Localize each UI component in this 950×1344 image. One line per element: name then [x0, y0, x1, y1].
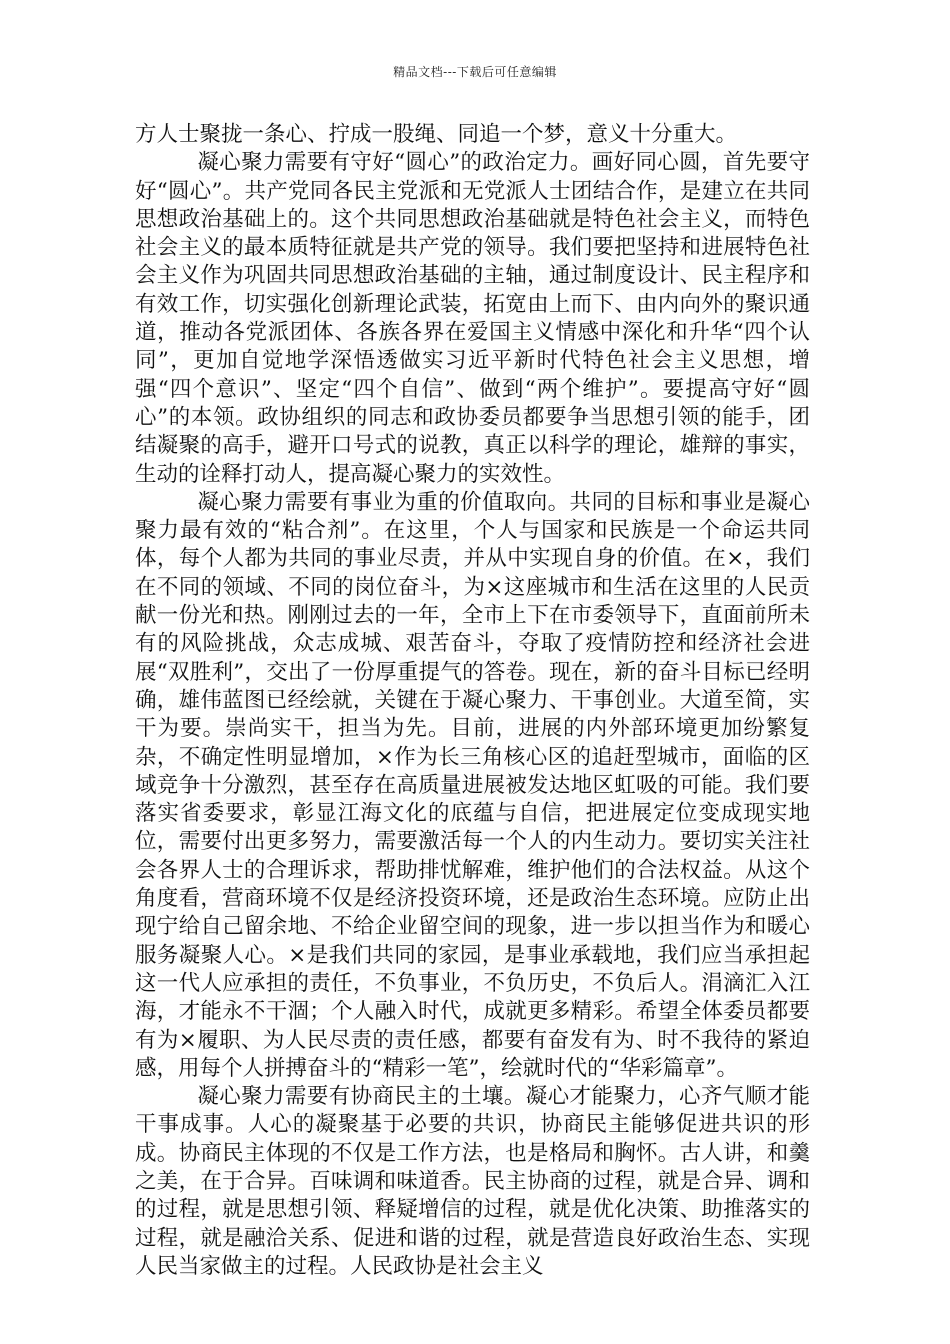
paragraph-political-core: 凝心聚力需要有守好“圆心”的政治定力。画好同心圆，首先要守好“圆心”。共产党同各民主党派和无党派人士团结合作，是建立在共同思想政治基础上的。这个共同思想政治基础就是特色社会主义，而特色社会主义的最本质特征就是共产党的领导。我们要把坚持和进展特色社会主义作为巩固共同思想政治基础的主轴，通过制度设计、民主程序和有效工作，切实强化创新理论武装，拓宽由上而下、由内向外的聚识通道，推动各党派团体、各族各界在爱国主义情感中深化和升华“四个认同”，更加自觉地学深悟透做实习近平新时代特色社会主义思想，增强“四个意识”、坚定“四个自信”、做到“两个维护”。要提高守好“圆心”的本领。政协组织的同志和政协委员都要争当思想引领的能手，团结凝聚的高手，避开口号式的说教，真正以科学的理论，雄辩的事实，生动的诠释打动人，提高凝心聚力的实效性。 — [135, 150, 810, 487]
paragraph-continuation: 方人士聚拢一条心、拧成一股绳、同追一个梦，意义十分重大。 — [135, 122, 738, 147]
paragraph-consultative-democracy: 凝心聚力需要有协商民主的土壤。凝心才能聚力，心齐气顺才能干事成事。人心的凝聚基于必要的共识，协商民主能够促进共识的形成。协商民主体现的不仅是工作方法，也是格局和胸怀。古人讲，和羹之美，在于合异。百味调和味道香。民主协商的过程，就是合异、调和的过程，就是思想引领、释疑增信的过程，就是优化决策、助推落实的过程，就是融洽关系、促进和谐的过程，就是营造良好政治生态、实现人民当家做主的过程。人民政协是社会主义 — [135, 1084, 810, 1279]
page-header: 精品文档---下载后可任意编辑 — [393, 65, 557, 79]
document-body — [135, 121, 810, 1281]
paragraph-career-value: 凝心聚力需要有事业为重的价值取向。共同的目标和事业是凝心聚力最有效的“粘合剂”。在这里，个人与国家和民族是一个命运共同体，每个人都为共同的事业尽责，并从中实现自身的价值。在×，我们在不同的领域、不同的岗位奋斗，为×这座城市和生活在这里的人民贡献一份光和热。刚刚过去的一年，全市上下在市委领导下，直面前所未有的风险挑战，众志成城、艰苦奋斗，夺取了疫情防控和经济社会进展“双胜利”，交出了一份厚重提气的答卷。现在，新的奋斗目标已经明确，雄伟蓝图已经绘就，关键在于凝心聚力、干事创业。大道至简，实干为要。崇尚实干，担当为先。目前，进展的内外部环境更加纷繁复杂，不确定性明显增加，×作为长三角核心区的追赶型城市，面临的区域竞争十分激烈，甚至存在高质量进展被发达地区虹吸的可能。我们要落实省委要求，彰显江海文化的底蕴与自信，把进展定位变成现实地位，需要付出更多努力，需要激活每一个人的内生动力。要切实关注社会各界人士的合理诉求，帮助排忧解难，维护他们的合法权益。从这个角度看，营商环境不仅是经济投资环境，还是政治生态环境。应防止出现宁给自己留余地、不给企业留空间的现象，进一步以担当作为和暖心服务凝聚人心。×是我们共同的家园，是事业承载地，我们应当承担起这一代人应承担的责任，不负事业，不负历史，不负后人。涓滴汇入江海，才能永不干涸；个人融入时代，成就更多精彩。希望全体委员都要有为×履职、为人民尽责的责任感，都要有奋发有为、时不我待的紧迫感，用每个人拼搏奋斗的“精彩一笔”，绘就时代的“华彩篇章”。 — [135, 489, 810, 1081]
